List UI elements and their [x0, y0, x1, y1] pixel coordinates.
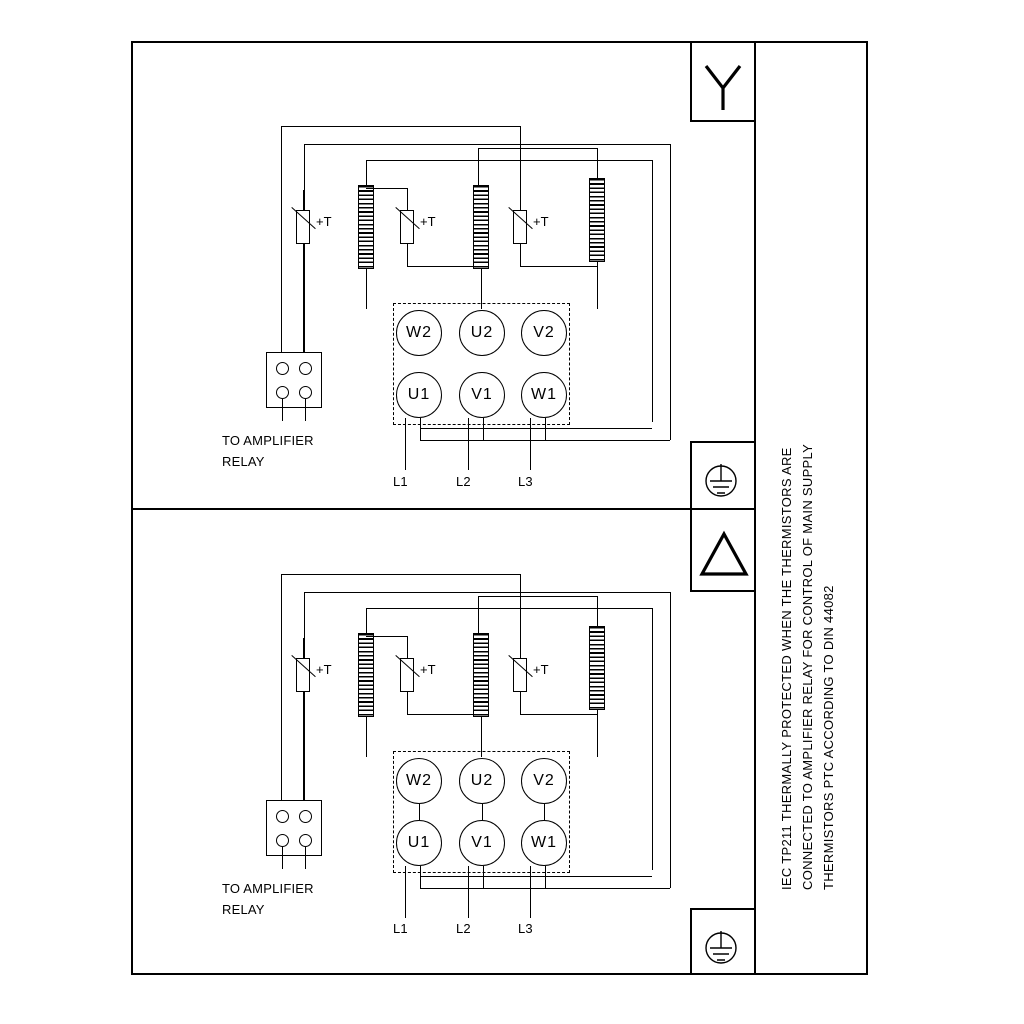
p2-coil-3: [589, 626, 605, 710]
p1-th-link-4: [520, 266, 597, 267]
p1-th1-bot-lead: [303, 244, 304, 364]
note-line-3: THERMISTORS PTC ACCORDING TO DIN 44082: [821, 585, 836, 890]
p1-lead-L3: [530, 418, 531, 470]
earth-ground-symbol-1: [700, 460, 742, 502]
p2-connector-dot-3: [276, 834, 289, 847]
p1-thermistor-3: [513, 210, 527, 244]
p1-coil-1: [358, 185, 374, 269]
p2-label-L3: L3: [518, 921, 533, 936]
p1-connector-lead-1: [282, 399, 283, 421]
p1-route-v-left2: [304, 144, 305, 366]
p2-label-L1: L1: [393, 921, 408, 936]
p1-coil3-lead: [597, 262, 598, 309]
p2-label-L2: L2: [456, 921, 471, 936]
p2-th-link-1: [366, 636, 408, 637]
p2-coil-2: [473, 633, 489, 717]
p2-thermistor-2: [400, 658, 414, 692]
p2-th1-bot-lead: [303, 692, 304, 812]
p1-amplifier-label-line1: TO AMPLIFIER: [222, 433, 314, 448]
p1-amplifier-label-line2: RELAY: [222, 454, 265, 469]
note-line-2: CONNECTED TO AMPLIFIER RELAY FOR CONTROL OF MAIN SUPPLY: [800, 443, 815, 890]
p1-route-h-top3: [366, 160, 652, 161]
p1-connector-lead-2: [305, 399, 306, 421]
p2-th3-top-lead: [520, 636, 521, 658]
p2-th-link-4: [520, 714, 597, 715]
p2-route-v-right3: [652, 608, 653, 870]
p2-terminal-U2: U2: [459, 758, 505, 804]
p2-delta-link-1: [419, 804, 420, 820]
p1-lead-L2: [468, 418, 469, 470]
p2-route-h-top4: [478, 596, 597, 597]
p1-coil-3: [589, 178, 605, 262]
p1-coil-2: [473, 185, 489, 269]
p1-th2-bot-lead: [407, 244, 408, 266]
p1-terminal-U1: U1: [396, 372, 442, 418]
p1-route-v-right3: [652, 160, 653, 422]
p1-coil1-lead: [366, 269, 367, 309]
p2-route-h-top3: [366, 608, 652, 609]
p2-terminal-U1: U1: [396, 820, 442, 866]
p1-th3-bot-lead: [520, 244, 521, 266]
p2-th3-bot-lead: [520, 692, 521, 714]
p2-terminal-V2: V2: [521, 758, 567, 804]
p2-coil-1: [358, 633, 374, 717]
wye-star-symbol: [698, 60, 748, 112]
p2-route-h-top2: [304, 592, 670, 593]
p2-bus-v1: [420, 866, 421, 888]
p1-terminal-U2: U2: [459, 310, 505, 356]
p1-th-link-3: [481, 266, 482, 267]
p1-terminal-V2: V2: [521, 310, 567, 356]
p1-bus-2: [420, 440, 670, 441]
p2-lead-L2: [468, 866, 469, 918]
p1-thermistor-2: [400, 210, 414, 244]
p1-thermistor-2-label: +T: [420, 214, 436, 229]
p1-th3-top-lead: [520, 188, 521, 210]
p2-terminal-V1: V1: [459, 820, 505, 866]
p2-thermistor-1-label: +T: [316, 662, 332, 677]
p1-th2-top-lead: [407, 188, 408, 210]
p2-terminal-W1: W1: [521, 820, 567, 866]
p2-bus-2: [420, 888, 670, 889]
p2-lead-L1: [405, 866, 406, 918]
p2-amplifier-connector: [266, 800, 322, 856]
p2-amplifier-label-line1: TO AMPLIFIER: [222, 881, 314, 896]
p1-route-v-left1: [281, 126, 282, 366]
p1-amplifier-connector: [266, 352, 322, 408]
p1-th-link-1: [366, 188, 408, 189]
p1-bus-1: [420, 428, 652, 429]
p2-connector-dot-4: [299, 834, 312, 847]
p2-route-v-right2: [670, 592, 671, 888]
p1-terminal-W1: W1: [521, 372, 567, 418]
p2-th1-top-lead: [303, 638, 304, 658]
p2-th-link-2: [407, 714, 481, 715]
p2-thermistor-1: [296, 658, 310, 692]
p1-connector-dot-4: [299, 386, 312, 399]
p1-label-L2: L2: [456, 474, 471, 489]
p1-route-h-top4: [478, 148, 597, 149]
p2-route-v-left3: [366, 608, 367, 636]
p2-thermistor-2-label: +T: [420, 662, 436, 677]
p1-terminal-V1: V1: [459, 372, 505, 418]
p2-th2-top-lead: [407, 636, 408, 658]
note-column-divider: [754, 41, 756, 975]
p2-terminal-W2: W2: [396, 758, 442, 804]
p2-thermistor-3: [513, 658, 527, 692]
p1-thermistor-1: [296, 210, 310, 244]
symbol-cell-divider-earth2: [690, 908, 754, 910]
p2-thermistor-3-label: +T: [533, 662, 549, 677]
symbol-cell-divider-v2: [690, 441, 692, 508]
p2-th2-bot-lead: [407, 692, 408, 714]
p2-bus-1: [420, 876, 652, 877]
p2-route-v-right1: [520, 574, 521, 640]
p1-bus-v1: [420, 418, 421, 440]
symbol-cell-divider-top: [690, 120, 754, 122]
p1-label-L3: L3: [518, 474, 533, 489]
p2-connector-dot-2: [299, 810, 312, 823]
p1-terminal-W2: W2: [396, 310, 442, 356]
p2-route-v-left2: [304, 592, 305, 814]
p2-connector-lead-1: [282, 847, 283, 869]
p2-lead-L3: [530, 866, 531, 918]
panel-divider: [131, 508, 754, 510]
symbol-cell-divider-v3: [690, 510, 692, 590]
p1-connector-dot-3: [276, 386, 289, 399]
note-line-1: IEC TP211 THERMALLY PROTECTED WHEN THE THERMISTORS ARE: [779, 447, 794, 890]
p2-connector-lead-2: [305, 847, 306, 869]
earth-ground-symbol-2: [700, 927, 742, 969]
symbol-cell-divider-v1: [690, 41, 692, 120]
p1-route-h-top2: [304, 144, 670, 145]
p1-bus-v2: [483, 418, 484, 440]
p1-connector-dot-1: [276, 362, 289, 375]
p2-amplifier-label-line2: RELAY: [222, 902, 265, 917]
symbol-cell-divider-v4: [690, 908, 692, 975]
delta-triangle-symbol: [698, 530, 750, 580]
p1-thermistor-1-label: +T: [316, 214, 332, 229]
p1-label-L1: L1: [393, 474, 408, 489]
symbol-cell-divider-earth1: [690, 441, 754, 443]
p1-th1-top-lead: [303, 190, 304, 210]
p2-delta-link-3: [544, 804, 545, 820]
p2-bus-v3: [545, 866, 546, 888]
p2-route-h-top1: [281, 574, 520, 575]
p1-bus-v3: [545, 418, 546, 440]
p2-coil3-lead: [597, 710, 598, 757]
p2-bus-v2: [483, 866, 484, 888]
symbol-cell-divider-top2: [690, 590, 754, 592]
p1-lead-L1: [405, 418, 406, 470]
p1-th-link-2: [407, 266, 481, 267]
p2-delta-link-2: [482, 804, 483, 820]
p1-route-v-left3: [366, 160, 367, 188]
p1-route-h-top1: [281, 126, 520, 127]
p2-connector-dot-1: [276, 810, 289, 823]
p1-route-v-right1: [520, 126, 521, 192]
p2-coil1-lead: [366, 717, 367, 757]
p1-thermistor-3-label: +T: [533, 214, 549, 229]
p1-connector-dot-2: [299, 362, 312, 375]
p2-route-v-left1: [281, 574, 282, 814]
p1-route-v-right2: [670, 144, 671, 440]
